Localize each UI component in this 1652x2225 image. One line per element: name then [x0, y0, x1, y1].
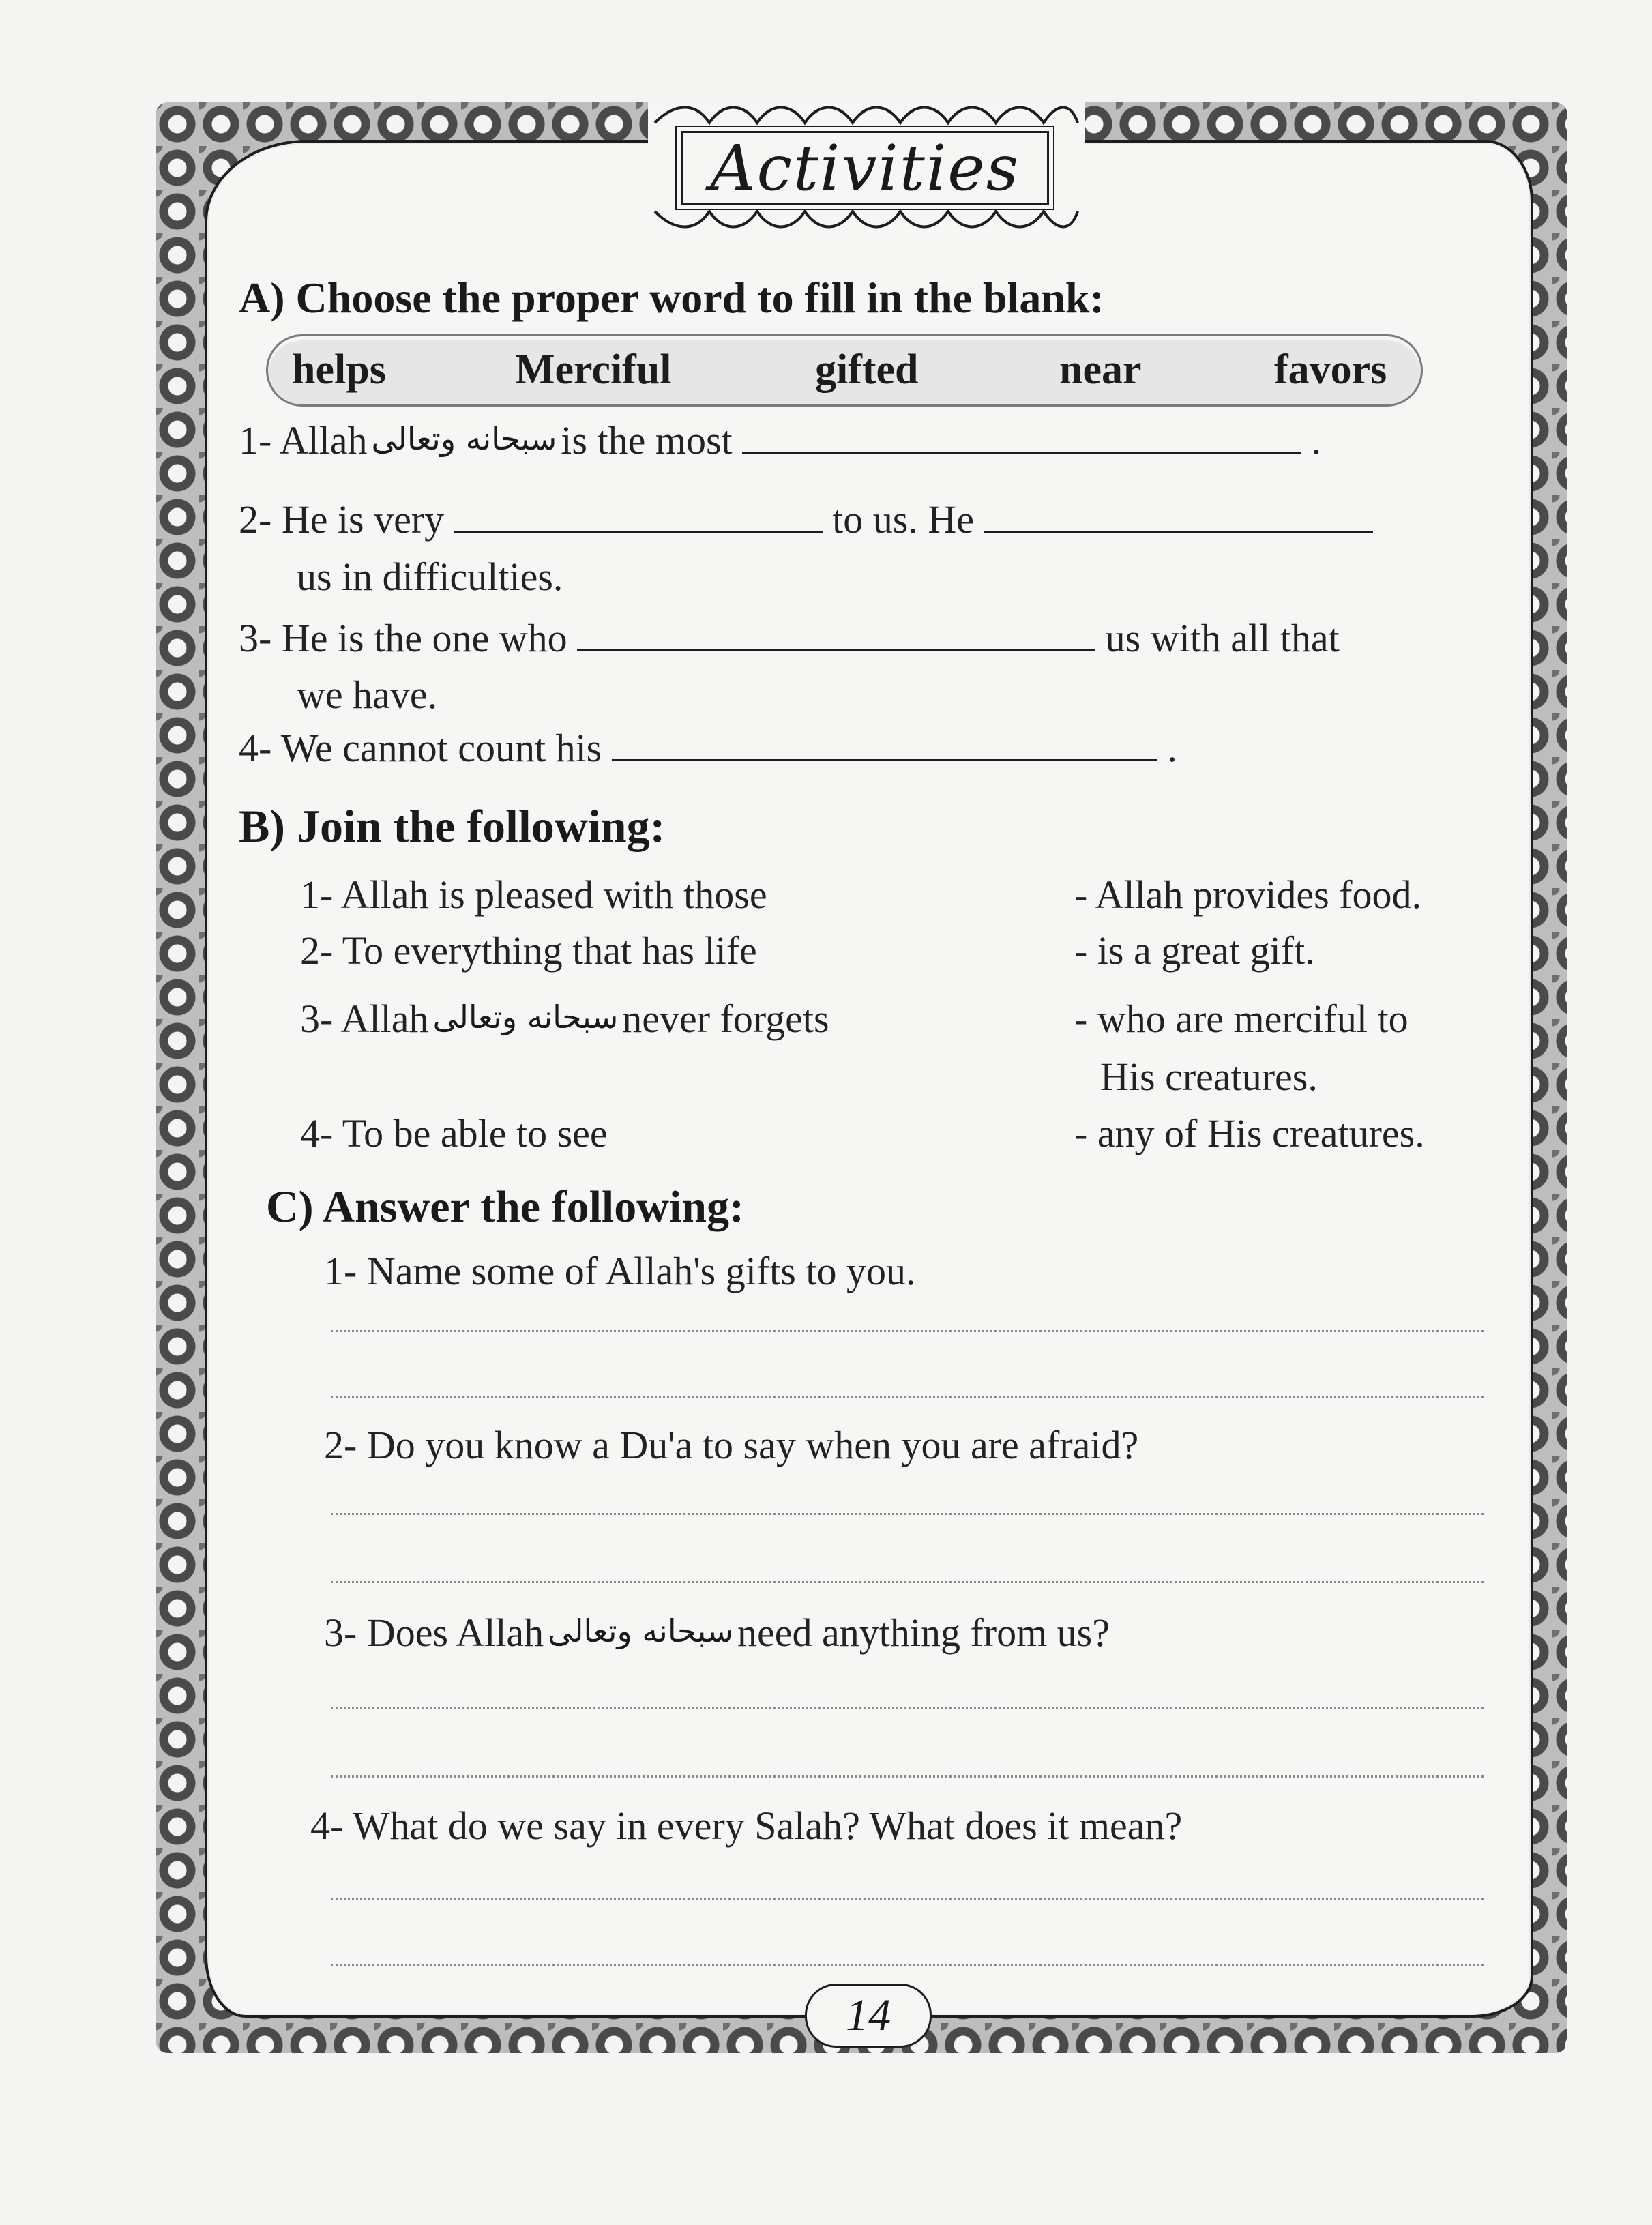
match-right-item[interactable]: - who are merciful to [1074, 997, 1408, 1041]
question-text: is the most [561, 418, 733, 462]
question-text: need anything from us? [737, 1610, 1110, 1655]
question-a3 [239, 615, 1340, 661]
match-right-item[interactable]: - Allah provides food. [1074, 872, 1422, 917]
question-text: 1- Allah [239, 418, 368, 462]
question-text: 3- Does Allah [324, 1610, 544, 1655]
question-a2 [239, 497, 1373, 542]
fill-blank[interactable] [577, 643, 1095, 651]
match-left-item[interactable]: 2- To everything that has life [300, 928, 757, 973]
match-left-item[interactable] [300, 996, 829, 1042]
match-text: never forgets [622, 997, 829, 1041]
answer-line[interactable] [331, 1581, 1484, 1583]
word-bank-item: favors [1274, 347, 1387, 393]
answer-line[interactable] [331, 1707, 1484, 1709]
match-left-item[interactable]: 4- To be able to see [300, 1111, 608, 1155]
question-text: 3- He is the one who [239, 616, 567, 660]
question-text: 4- We cannot count his [239, 726, 602, 770]
question-text: . [1167, 726, 1177, 770]
word-bank-item: gifted [815, 347, 919, 393]
fill-blank[interactable] [454, 524, 823, 533]
match-right-item-cont: His creatures. [1100, 1055, 1318, 1099]
match-right-item[interactable]: - any of His creatures. [1074, 1111, 1425, 1155]
heading-cartouche [648, 102, 1085, 232]
match-right-item[interactable]: - is a great gift. [1074, 928, 1315, 973]
fill-blank[interactable] [742, 445, 1301, 454]
page-number: 14 [846, 1990, 891, 2040]
question-a2-cont: us in difficulties. [297, 555, 563, 599]
question-c3 [324, 1610, 1110, 1655]
answer-line[interactable] [331, 1513, 1484, 1515]
question-text: . [1311, 418, 1322, 462]
word-bank [266, 334, 1423, 407]
question-text: us with all that [1105, 616, 1340, 660]
allah-glyph: سبحانه وتعالى [371, 420, 557, 457]
section-b-title: B) Join the following: [239, 800, 666, 852]
answer-line[interactable] [331, 1396, 1484, 1398]
section-c-title: C) Answer the following: [266, 1182, 744, 1232]
page-number-badge [805, 1984, 932, 2048]
answer-line[interactable] [331, 1775, 1484, 1778]
section-a-title: A) Choose the proper word to fill in the blank: [239, 274, 1104, 322]
allah-glyph: سبحانه وتعالى [548, 1612, 733, 1649]
question-a1 [239, 417, 1321, 463]
word-bank-item: near [1059, 347, 1142, 393]
question-c1: 1- Name some of Allah's gifts to you. [324, 1249, 916, 1293]
question-c4: 4- What do we say in every Salah? What does it mean? [310, 1803, 1183, 1848]
allah-glyph: سبحانه وتعالى [432, 999, 619, 1035]
vine-ornament-icon [648, 207, 1085, 232]
match-left-item[interactable]: 1- Allah is pleased with those [300, 872, 767, 917]
vine-ornament-icon [648, 102, 1085, 127]
answer-line[interactable] [331, 1898, 1484, 1900]
question-a4 [239, 725, 1177, 771]
match-text: 3- Allah [300, 997, 429, 1041]
question-a3-cont: we have. [297, 673, 438, 717]
question-text: 2- He is very [239, 497, 445, 542]
question-text: to us. He [832, 497, 975, 542]
word-bank-item: helps [292, 347, 386, 393]
answer-line[interactable] [331, 1964, 1484, 1966]
answer-line[interactable] [331, 1330, 1484, 1332]
question-c2: 2- Do you know a Du'a to say when you are afraid? [324, 1423, 1139, 1467]
heading-frame [681, 131, 1049, 205]
word-bank-item: Merciful [515, 347, 672, 393]
page-title: Activities [710, 131, 1020, 205]
fill-blank[interactable] [984, 524, 1373, 533]
fill-blank[interactable] [612, 752, 1157, 761]
